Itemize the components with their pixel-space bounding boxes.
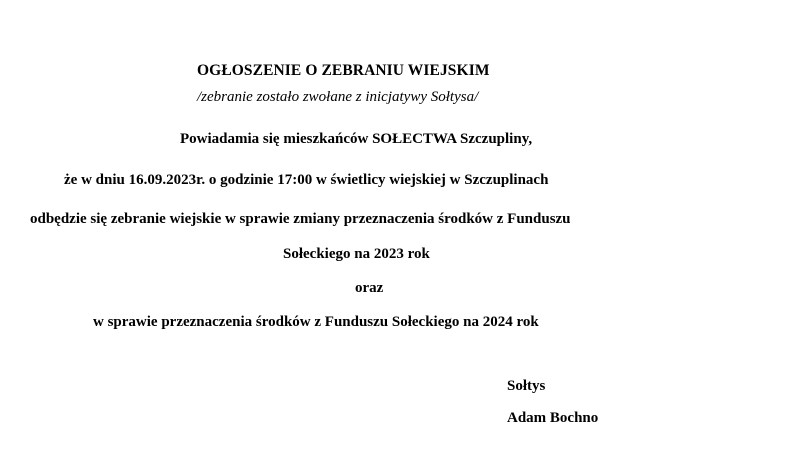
signature-role: Sołtys	[507, 378, 546, 394]
announcement-subtitle: /zebranie zostało zwołane z inicjatywy Sołtysa/	[197, 89, 479, 105]
signature-name: Adam Bochno	[507, 410, 599, 426]
body-line: odbędzie się zebranie wiejskie w sprawie zmiany przeznaczenia środków z Funduszu	[30, 211, 571, 227]
body-line: że w dniu 16.09.2023r. o godzinie 17:00 w świetlicy wiejskiej w Szczuplinach	[64, 172, 549, 188]
announcement-title: OGŁOSZENIE O ZEBRANIU WIEJSKIM	[197, 62, 490, 79]
body-line: oraz	[355, 280, 384, 296]
body-line: Sołeckiego na 2023 rok	[283, 246, 430, 262]
body-line: Powiadamia się mieszkańców SOŁECTWA Szczupliny,	[180, 131, 533, 147]
body-line: w sprawie przeznaczenia środków z Funduszu Sołeckiego na 2024 rok	[93, 314, 539, 330]
